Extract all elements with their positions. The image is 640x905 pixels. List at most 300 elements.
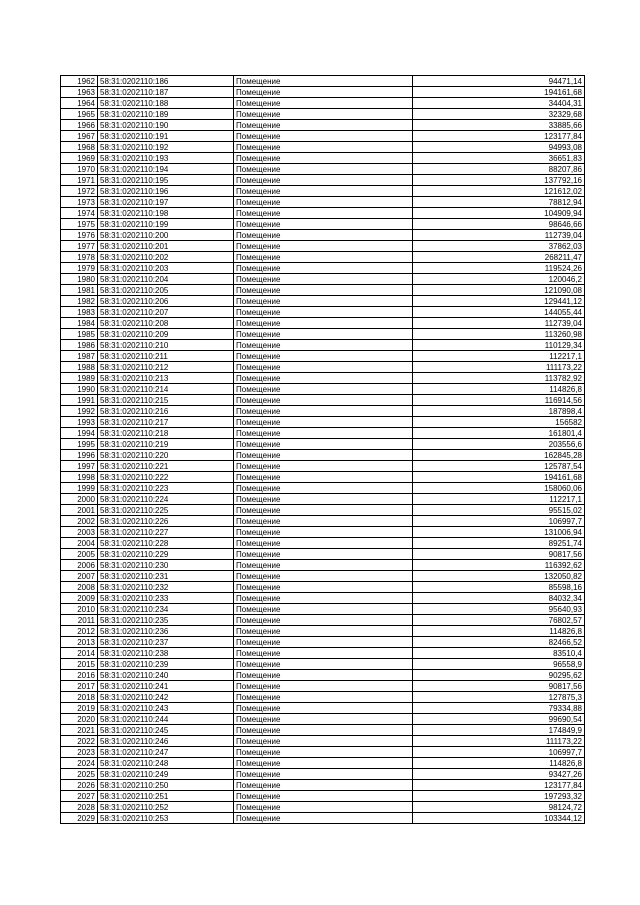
cadastral-value: 94993,08	[413, 142, 585, 153]
row-number: 1996	[61, 450, 98, 461]
table-row	[61, 76, 585, 87]
table-body	[61, 76, 585, 824]
table-row	[61, 549, 585, 560]
table-row	[61, 483, 585, 494]
object-type: Помещение	[234, 593, 413, 604]
cadastral-number: 58:31:0202110:235	[98, 615, 234, 626]
object-type: Помещение	[234, 450, 413, 461]
table-row	[61, 780, 585, 791]
cadastral-number: 58:31:0202110:249	[98, 769, 234, 780]
cadastral-value: 78812,94	[413, 197, 585, 208]
cadastral-number: 58:31:0202110:220	[98, 450, 234, 461]
row-number: 1977	[61, 241, 98, 252]
cadastral-value: 174849,9	[413, 725, 585, 736]
cadastral-number: 58:31:0202110:225	[98, 505, 234, 516]
row-number: 1965	[61, 109, 98, 120]
cadastral-number: 58:31:0202110:206	[98, 296, 234, 307]
row-number: 2016	[61, 670, 98, 681]
cadastral-number: 58:31:0202110:229	[98, 549, 234, 560]
cadastral-number: 58:31:0202110:188	[98, 98, 234, 109]
table-row	[61, 538, 585, 549]
cadastral-number: 58:31:0202110:199	[98, 219, 234, 230]
table-row	[61, 241, 585, 252]
object-type: Помещение	[234, 670, 413, 681]
row-number: 1963	[61, 87, 98, 98]
object-type: Помещение	[234, 571, 413, 582]
object-type: Помещение	[234, 153, 413, 164]
row-number: 1967	[61, 131, 98, 142]
table-row	[61, 175, 585, 186]
object-type: Помещение	[234, 285, 413, 296]
table-row	[61, 252, 585, 263]
object-type: Помещение	[234, 439, 413, 450]
cadastral-value: 37862,03	[413, 241, 585, 252]
cadastral-value: 137792,16	[413, 175, 585, 186]
cadastral-number: 58:31:0202110:190	[98, 120, 234, 131]
table-row	[61, 725, 585, 736]
object-type: Помещение	[234, 736, 413, 747]
cadastral-number: 58:31:0202110:214	[98, 384, 234, 395]
cadastral-value: 156582	[413, 417, 585, 428]
row-number: 1976	[61, 230, 98, 241]
table-row	[61, 681, 585, 692]
table-row	[61, 560, 585, 571]
table-row	[61, 142, 585, 153]
row-number: 2025	[61, 769, 98, 780]
cadastral-number: 58:31:0202110:217	[98, 417, 234, 428]
object-type: Помещение	[234, 329, 413, 340]
table-row	[61, 98, 585, 109]
cadastral-number: 58:31:0202110:242	[98, 692, 234, 703]
cadastral-value: 103344,12	[413, 813, 585, 824]
row-number: 1995	[61, 439, 98, 450]
table-row	[61, 395, 585, 406]
cadastral-number: 58:31:0202110:210	[98, 340, 234, 351]
cadastral-number: 58:31:0202110:227	[98, 527, 234, 538]
cadastral-number: 58:31:0202110:203	[98, 263, 234, 274]
table-row	[61, 384, 585, 395]
cadastral-number: 58:31:0202110:250	[98, 780, 234, 791]
cadastral-number: 58:31:0202110:239	[98, 659, 234, 670]
row-number: 2023	[61, 747, 98, 758]
row-number: 2002	[61, 516, 98, 527]
row-number: 1971	[61, 175, 98, 186]
cadastral-number: 58:31:0202110:189	[98, 109, 234, 120]
cadastral-number: 58:31:0202110:207	[98, 307, 234, 318]
object-type: Помещение	[234, 406, 413, 417]
table-row	[61, 362, 585, 373]
row-number: 1985	[61, 329, 98, 340]
cadastral-value: 89251,74	[413, 538, 585, 549]
object-type: Помещение	[234, 186, 413, 197]
cadastral-value: 36651,83	[413, 153, 585, 164]
object-type: Помещение	[234, 505, 413, 516]
cadastral-number: 58:31:0202110:231	[98, 571, 234, 582]
table-row	[61, 736, 585, 747]
cadastral-value: 99690,54	[413, 714, 585, 725]
cadastral-number: 58:31:0202110:243	[98, 703, 234, 714]
row-number: 2014	[61, 648, 98, 659]
cadastral-number: 58:31:0202110:221	[98, 461, 234, 472]
cadastral-value: 127875,3	[413, 692, 585, 703]
table-row	[61, 230, 585, 241]
cadastral-number: 58:31:0202110:196	[98, 186, 234, 197]
row-number: 2001	[61, 505, 98, 516]
cadastral-value: 32329,68	[413, 109, 585, 120]
cadastral-value: 112739,04	[413, 318, 585, 329]
cadastral-value: 98124,72	[413, 802, 585, 813]
cadastral-value: 197293,32	[413, 791, 585, 802]
table-row	[61, 307, 585, 318]
table-row	[61, 802, 585, 813]
table-row	[61, 197, 585, 208]
cadastral-value: 121612,02	[413, 186, 585, 197]
table-row	[61, 769, 585, 780]
table-row	[61, 747, 585, 758]
cadastral-value: 84032,34	[413, 593, 585, 604]
row-number: 1986	[61, 340, 98, 351]
cadastral-value: 194161,68	[413, 472, 585, 483]
object-type: Помещение	[234, 604, 413, 615]
cadastral-value: 187898,4	[413, 406, 585, 417]
row-number: 1962	[61, 76, 98, 87]
cadastral-number: 58:31:0202110:208	[98, 318, 234, 329]
row-number: 2029	[61, 813, 98, 824]
object-type: Помещение	[234, 109, 413, 120]
row-number: 2009	[61, 593, 98, 604]
object-type: Помещение	[234, 527, 413, 538]
object-type: Помещение	[234, 813, 413, 824]
cadastral-number: 58:31:0202110:209	[98, 329, 234, 340]
cadastral-value: 90817,56	[413, 681, 585, 692]
cadastral-value: 94471,14	[413, 76, 585, 87]
object-type: Помещение	[234, 307, 413, 318]
cadastral-value: 106997,7	[413, 747, 585, 758]
cadastral-value: 114826,8	[413, 626, 585, 637]
row-number: 2005	[61, 549, 98, 560]
row-number: 1982	[61, 296, 98, 307]
row-number: 1978	[61, 252, 98, 263]
object-type: Помещение	[234, 417, 413, 428]
cadastral-table	[60, 75, 585, 824]
cadastral-value: 83510,4	[413, 648, 585, 659]
object-type: Помещение	[234, 516, 413, 527]
cadastral-number: 58:31:0202110:222	[98, 472, 234, 483]
cadastral-number: 58:31:0202110:212	[98, 362, 234, 373]
cadastral-number: 58:31:0202110:193	[98, 153, 234, 164]
cadastral-value: 76802,57	[413, 615, 585, 626]
cadastral-value: 125787,54	[413, 461, 585, 472]
table-row	[61, 109, 585, 120]
row-number: 2007	[61, 571, 98, 582]
cadastral-number: 58:31:0202110:202	[98, 252, 234, 263]
cadastral-value: 98646,66	[413, 219, 585, 230]
cadastral-value: 161801,4	[413, 428, 585, 439]
cadastral-value: 121090,08	[413, 285, 585, 296]
object-type: Помещение	[234, 76, 413, 87]
object-type: Помещение	[234, 230, 413, 241]
table-row	[61, 593, 585, 604]
object-type: Помещение	[234, 120, 413, 131]
cadastral-value: 111173,22	[413, 736, 585, 747]
object-type: Помещение	[234, 538, 413, 549]
object-type: Помещение	[234, 98, 413, 109]
row-number: 1990	[61, 384, 98, 395]
object-type: Помещение	[234, 791, 413, 802]
object-type: Помещение	[234, 692, 413, 703]
table-row	[61, 428, 585, 439]
table-row	[61, 153, 585, 164]
cadastral-value: 85598,16	[413, 582, 585, 593]
table-row	[61, 296, 585, 307]
row-number: 2018	[61, 692, 98, 703]
object-type: Помещение	[234, 747, 413, 758]
table-row	[61, 164, 585, 175]
cadastral-value: 116914,56	[413, 395, 585, 406]
row-number: 1993	[61, 417, 98, 428]
row-number: 1972	[61, 186, 98, 197]
object-type: Помещение	[234, 626, 413, 637]
cadastral-number: 58:31:0202110:204	[98, 274, 234, 285]
row-number: 1969	[61, 153, 98, 164]
object-type: Помещение	[234, 494, 413, 505]
cadastral-value: 144055,44	[413, 307, 585, 318]
cadastral-value: 96558,9	[413, 659, 585, 670]
table-row	[61, 461, 585, 472]
table-row	[61, 208, 585, 219]
row-number: 1987	[61, 351, 98, 362]
table-row	[61, 813, 585, 824]
cadastral-value: 120046,2	[413, 274, 585, 285]
cadastral-value: 88207,86	[413, 164, 585, 175]
row-number: 2020	[61, 714, 98, 725]
table-row	[61, 186, 585, 197]
table-row	[61, 758, 585, 769]
object-type: Помещение	[234, 241, 413, 252]
cadastral-value: 112217,1	[413, 351, 585, 362]
cadastral-number: 58:31:0202110:248	[98, 758, 234, 769]
cadastral-value: 114826,8	[413, 384, 585, 395]
cadastral-number: 58:31:0202110:233	[98, 593, 234, 604]
table-row	[61, 527, 585, 538]
cadastral-value: 113260,98	[413, 329, 585, 340]
row-number: 2017	[61, 681, 98, 692]
object-type: Помещение	[234, 802, 413, 813]
table-row	[61, 626, 585, 637]
cadastral-value: 203556,6	[413, 439, 585, 450]
object-type: Помещение	[234, 142, 413, 153]
row-number: 2022	[61, 736, 98, 747]
object-type: Помещение	[234, 461, 413, 472]
object-type: Помещение	[234, 362, 413, 373]
cadastral-number: 58:31:0202110:213	[98, 373, 234, 384]
cadastral-value: 116392,62	[413, 560, 585, 571]
object-type: Помещение	[234, 274, 413, 285]
cadastral-value: 113782,92	[413, 373, 585, 384]
cadastral-number: 58:31:0202110:187	[98, 87, 234, 98]
object-type: Помещение	[234, 703, 413, 714]
cadastral-number: 58:31:0202110:238	[98, 648, 234, 659]
object-type: Помещение	[234, 780, 413, 791]
row-number: 2004	[61, 538, 98, 549]
table-row	[61, 274, 585, 285]
row-number: 1970	[61, 164, 98, 175]
table-row	[61, 417, 585, 428]
object-type: Помещение	[234, 208, 413, 219]
object-type: Помещение	[234, 384, 413, 395]
row-number: 2019	[61, 703, 98, 714]
row-number: 2028	[61, 802, 98, 813]
table-row	[61, 571, 585, 582]
cadastral-number: 58:31:0202110:251	[98, 791, 234, 802]
object-type: Помещение	[234, 373, 413, 384]
object-type: Помещение	[234, 659, 413, 670]
cadastral-number: 58:31:0202110:228	[98, 538, 234, 549]
cadastral-number: 58:31:0202110:232	[98, 582, 234, 593]
table-row	[61, 120, 585, 131]
row-number: 2026	[61, 780, 98, 791]
table-row	[61, 637, 585, 648]
object-type: Помещение	[234, 428, 413, 439]
table-row	[61, 703, 585, 714]
table-row	[61, 472, 585, 483]
object-type: Помещение	[234, 318, 413, 329]
object-type: Помещение	[234, 340, 413, 351]
cadastral-value: 112739,04	[413, 230, 585, 241]
table-row	[61, 582, 585, 593]
row-number: 1983	[61, 307, 98, 318]
cadastral-number: 58:31:0202110:234	[98, 604, 234, 615]
row-number: 1981	[61, 285, 98, 296]
object-type: Помещение	[234, 87, 413, 98]
cadastral-number: 58:31:0202110:198	[98, 208, 234, 219]
table-row	[61, 340, 585, 351]
row-number: 1980	[61, 274, 98, 285]
cadastral-value: 111173,22	[413, 362, 585, 373]
cadastral-number: 58:31:0202110:240	[98, 670, 234, 681]
object-type: Помещение	[234, 560, 413, 571]
cadastral-number: 58:31:0202110:191	[98, 131, 234, 142]
row-number: 2003	[61, 527, 98, 538]
table-row	[61, 219, 585, 230]
row-number: 2021	[61, 725, 98, 736]
cadastral-number: 58:31:0202110:197	[98, 197, 234, 208]
cadastral-number: 58:31:0202110:215	[98, 395, 234, 406]
table-row	[61, 692, 585, 703]
cadastral-number: 58:31:0202110:186	[98, 76, 234, 87]
table-row	[61, 604, 585, 615]
object-type: Помещение	[234, 725, 413, 736]
cadastral-number: 58:31:0202110:216	[98, 406, 234, 417]
table-row	[61, 285, 585, 296]
table-row	[61, 373, 585, 384]
cadastral-value: 114826,8	[413, 758, 585, 769]
object-type: Помещение	[234, 351, 413, 362]
object-type: Помещение	[234, 164, 413, 175]
table-row	[61, 329, 585, 340]
table-row	[61, 494, 585, 505]
table-row	[61, 351, 585, 362]
cadastral-number: 58:31:0202110:218	[98, 428, 234, 439]
object-type: Помещение	[234, 252, 413, 263]
object-type: Помещение	[234, 197, 413, 208]
cadastral-number: 58:31:0202110:200	[98, 230, 234, 241]
row-number: 1979	[61, 263, 98, 274]
cadastral-value: 131006,94	[413, 527, 585, 538]
cadastral-value: 93427,26	[413, 769, 585, 780]
cadastral-value: 112217,1	[413, 494, 585, 505]
cadastral-number: 58:31:0202110:244	[98, 714, 234, 725]
cadastral-number: 58:31:0202110:252	[98, 802, 234, 813]
row-number: 2013	[61, 637, 98, 648]
cadastral-value: 79334,88	[413, 703, 585, 714]
table-row	[61, 670, 585, 681]
table-row	[61, 505, 585, 516]
row-number: 1964	[61, 98, 98, 109]
cadastral-value: 106997,7	[413, 516, 585, 527]
cadastral-number: 58:31:0202110:224	[98, 494, 234, 505]
cadastral-value: 95640,93	[413, 604, 585, 615]
cadastral-number: 58:31:0202110:245	[98, 725, 234, 736]
table-row	[61, 450, 585, 461]
table-row	[61, 714, 585, 725]
object-type: Помещение	[234, 219, 413, 230]
row-number: 2027	[61, 791, 98, 802]
object-type: Помещение	[234, 637, 413, 648]
cadastral-number: 58:31:0202110:230	[98, 560, 234, 571]
cadastral-number: 58:31:0202110:205	[98, 285, 234, 296]
cadastral-number: 58:31:0202110:192	[98, 142, 234, 153]
cadastral-number: 58:31:0202110:241	[98, 681, 234, 692]
cadastral-value: 34404,31	[413, 98, 585, 109]
cadastral-value: 95515,02	[413, 505, 585, 516]
object-type: Помещение	[234, 472, 413, 483]
cadastral-number: 58:31:0202110:223	[98, 483, 234, 494]
row-number: 2006	[61, 560, 98, 571]
row-number: 1997	[61, 461, 98, 472]
row-number: 1999	[61, 483, 98, 494]
table-row	[61, 516, 585, 527]
cadastral-value: 82466,52	[413, 637, 585, 648]
object-type: Помещение	[234, 549, 413, 560]
row-number: 1966	[61, 120, 98, 131]
row-number: 1973	[61, 197, 98, 208]
object-type: Помещение	[234, 582, 413, 593]
object-type: Помещение	[234, 714, 413, 725]
cadastral-value: 90817,56	[413, 549, 585, 560]
row-number: 1974	[61, 208, 98, 219]
cadastral-value: 119524,26	[413, 263, 585, 274]
row-number: 2008	[61, 582, 98, 593]
cadastral-value: 162845,28	[413, 450, 585, 461]
table-row	[61, 439, 585, 450]
row-number: 1984	[61, 318, 98, 329]
cadastral-number: 58:31:0202110:211	[98, 351, 234, 362]
cadastral-number: 58:31:0202110:226	[98, 516, 234, 527]
object-type: Помещение	[234, 395, 413, 406]
table-row	[61, 659, 585, 670]
object-type: Помещение	[234, 131, 413, 142]
object-type: Помещение	[234, 769, 413, 780]
row-number: 2024	[61, 758, 98, 769]
row-number: 2012	[61, 626, 98, 637]
row-number: 2011	[61, 615, 98, 626]
cadastral-value: 123177,84	[413, 131, 585, 142]
cadastral-number: 58:31:0202110:194	[98, 164, 234, 175]
cadastral-value: 104909,94	[413, 208, 585, 219]
row-number: 1998	[61, 472, 98, 483]
row-number: 1968	[61, 142, 98, 153]
